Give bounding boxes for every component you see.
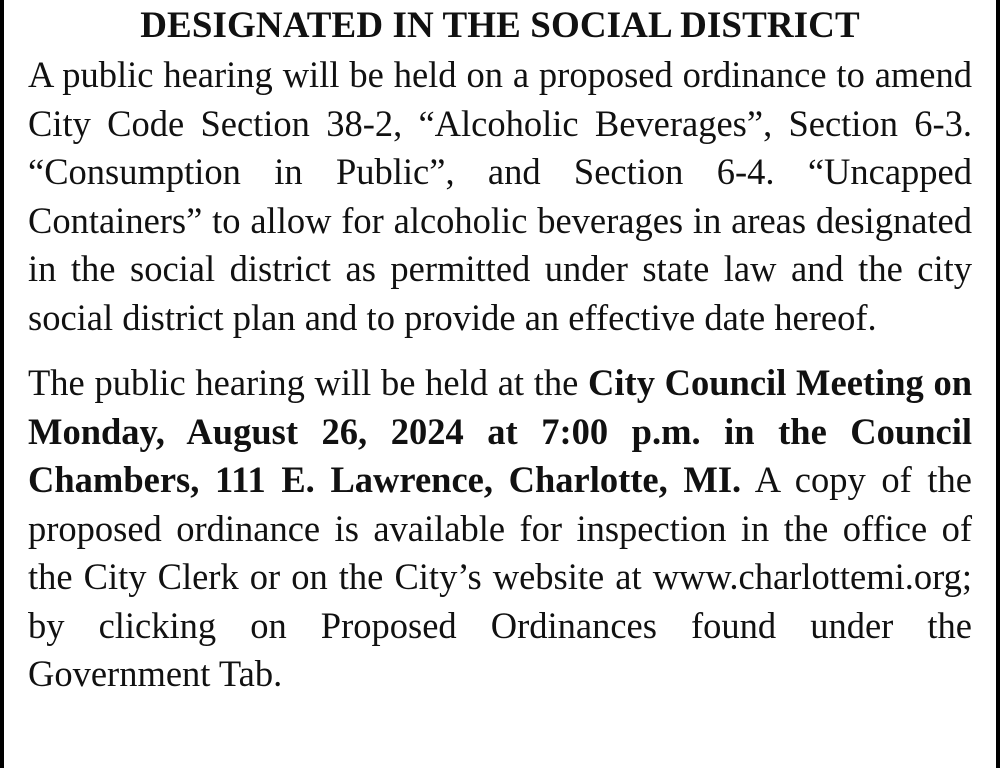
- hearing-description-paragraph: A public hearing will be held on a proposed ordinance to amend City Code Section 38-2, “Alcoholic Beverages”, Section 6-3. “Consumption in Public”, and Section 6-4. “Uncapped Containers” to allow for alcoholic beverages in areas designated in the social district as permitted under state law and the city social district plan and to provide an effective date hereof.: [28, 54, 972, 338]
- meeting-date-location: City Council Meeting on Monday, August 26, 2024 at 7:00 p.m. in the Council Chambers, 111 E. Lawrence, Charlotte, MI.: [28, 362, 972, 500]
- notice-heading: DESIGNATED IN THE SOCIAL DISTRICT: [140, 5, 860, 46]
- hearing-details-lead: The public hearing will be held at the: [28, 362, 589, 403]
- hearing-details-paragraph: [28, 359, 972, 699]
- ordinance-availability-text: A copy of the proposed ordinance is available for inspection in the office of the City Clerk or on the City’s website at www.charlottemi.org; by clicking on Proposed Ordinances found under the Government Tab.: [28, 459, 972, 694]
